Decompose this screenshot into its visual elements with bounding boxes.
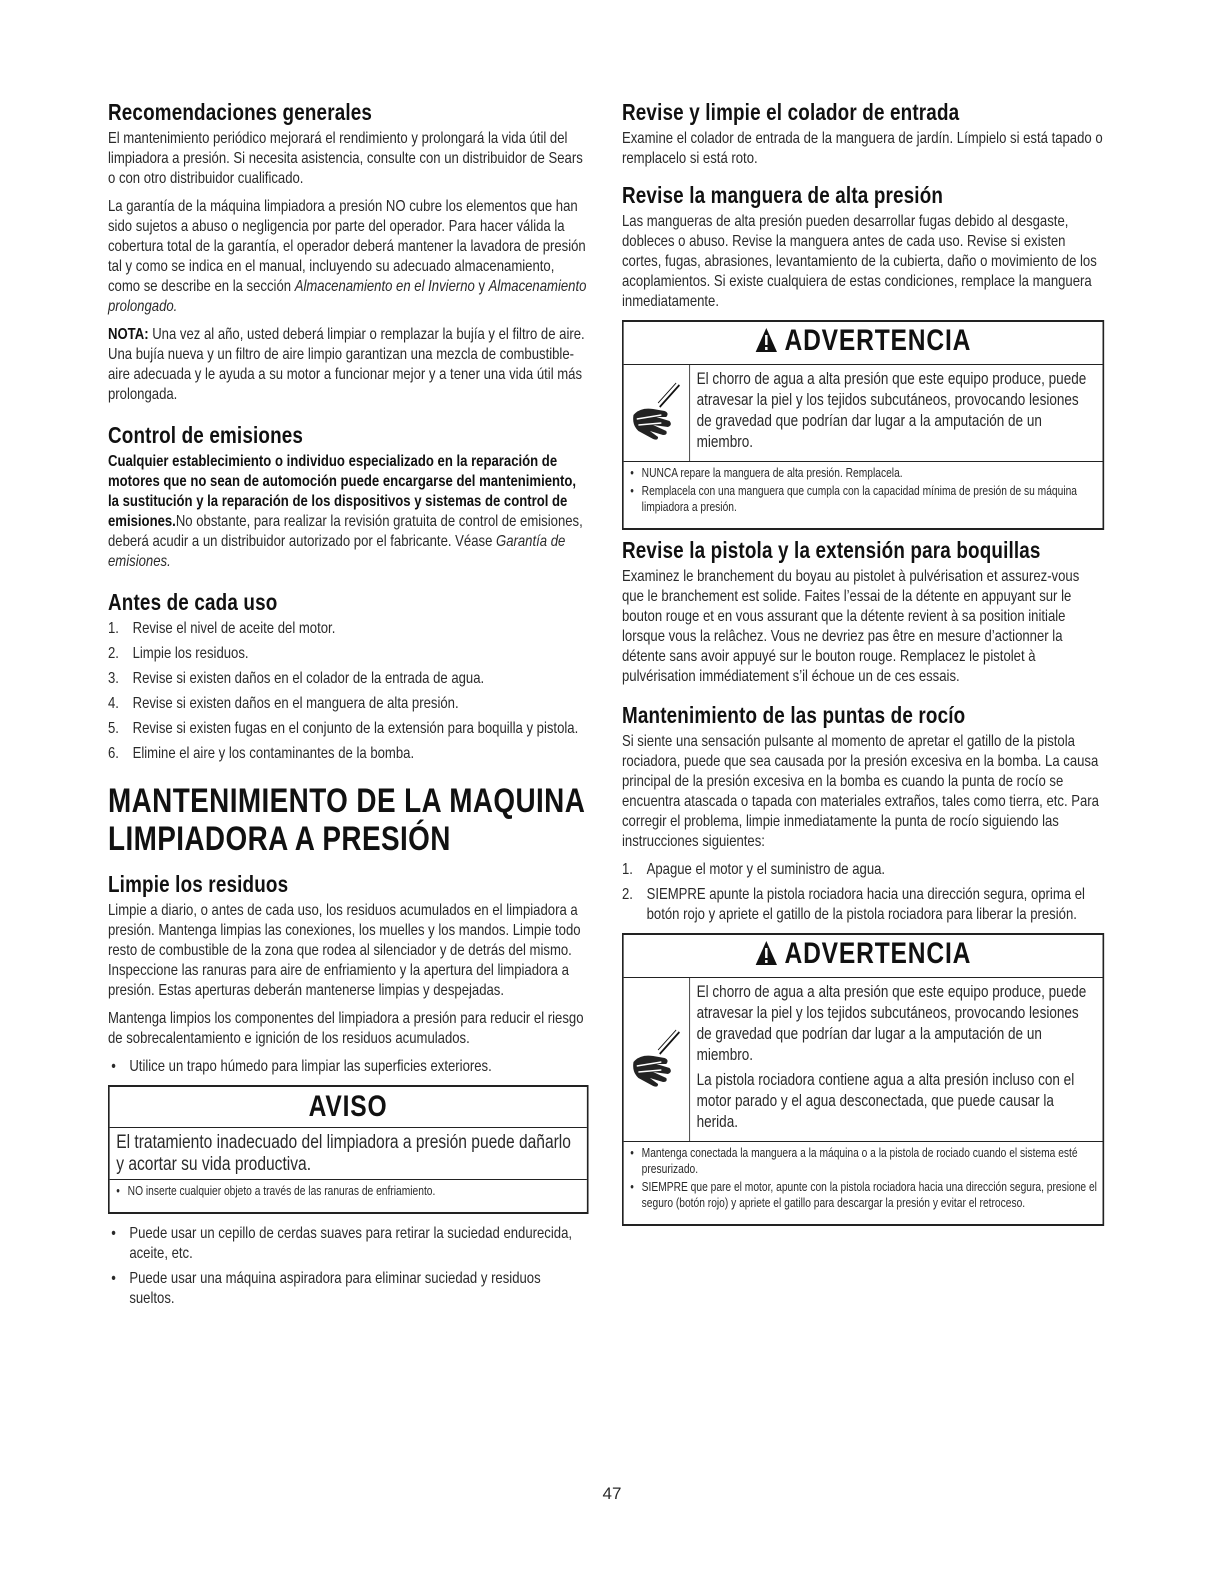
heading-manguera: Revise la manguera de alta presión	[622, 182, 944, 208]
left-column	[108, 98, 588, 1317]
list-item: • Utilice un trapo húmedo para limpiar las superficies exteriores.	[108, 1057, 588, 1077]
warning-text: El chorro de agua a alta presión que este equipo produce, puede atravesar la piel y los tejidos subcutáneos, provocando lesiones de gravedad que podrían dar lugar a la amputación de un miembro.	[696, 983, 1087, 1064]
warning-text: La pistola rociadora contiene agua a alta presión incluso con el motor parado y el agua desconectada, que puede causar la herida.	[696, 1071, 1075, 1131]
heading-control-emisiones: Control de emisiones	[108, 422, 304, 448]
limpie-paragraph-2: Mantenga limpios los componentes del limpiadora a presión para reducir el riesgo de sobrecalentamiento e ignición de los residuos acumulados.	[108, 1010, 584, 1047]
limpie-bullets	[108, 1057, 588, 1077]
warning-note: • Remplacela con una manguera que cumpla con la capacidad mínima de presión de su máquina limpiadora a presión.	[629, 483, 1098, 515]
heading-puntas: Mantenimiento de las puntas de rocío	[622, 702, 966, 728]
manguera-paragraph: Las mangueras de alta presión pueden desarrollar fugas debido al desgaste, dobleces o abuso. Revise la manguera antes de cada uso. Revise si existen cortes, fugas, abrasiones, levantamiento de la cubierta, daño o movimiento de los acoplamientos. Si existe cualquiera de estas condiciones, remplace la manguera inmediatamente.	[622, 213, 1097, 310]
heading-colador: Revise y limpie el colador de entrada	[622, 99, 960, 125]
list-item: 2. SIEMPRE apunte la pistola rociadora hacia una dirección segura, oprima el botón rojo y apriete el gatillo de la pistola rociadora para liberar la presión.	[622, 886, 1085, 923]
warning-box-2	[622, 933, 1104, 1226]
limpie-paragraph-1: Limpie a diario, o antes de cada uso, los residuos acumulados en el limpiadora a presión. Mantenga limpias las conexiones, los muelles y los mandos. Limpie todo resto de combustible de la zona que rodea al silenciador y de detrás del mismo. Inspeccione las ranuras para aire de enfriamiento y la apertura del limpiadora a presión. Estas aperturas deberán mantenerse limpias y despejadas.	[108, 902, 581, 999]
warning-box-1	[622, 320, 1104, 530]
list-item: 2. Limpie los residuos.	[108, 645, 249, 662]
heading-pistola: Revise la pistola y la extensión para boquillas	[622, 537, 1041, 563]
main-section-heading: MANTENIMIENTO DE LA MAQUINA LIMPIADORA A PRESIÓN	[108, 782, 586, 858]
warning-note: • SIEMPRE que pare el motor, apunte con la pistola rociadora hacia una dirección segura, presione el seguro (botón rojo) y apriete el gatillo para descargar la presión y evitar el retroceso.	[629, 1179, 1098, 1211]
warning-note: • Mantenga conectada la manguera a la máquina o a la pistola de rociado cuando el sistema esté presurizado.	[629, 1145, 1098, 1177]
puntas-paragraph: Si siente una sensación pulsante al momento de apretar el gatillo de la pistola rociadora, puede que sea causada por la presión excesiva en la bomba. La causa principal de la presión excesiva en la bomba es cuando la punta de rocío se encuentra atascada o tapada con materiales extraños, tales como tierra, etc. Para corregir el problema, limpie inmediatamente la punta de rocío siguiendo las instrucciones siguientes:	[622, 733, 1099, 850]
after-aviso-bullets	[108, 1224, 588, 1309]
rec-paragraph-1: El mantenimiento periódico mejorará el rendimiento y prolongará la vida útil del limpiadora a presión. Si necesita asistencia, consulte con un distribuidor de Sears o con otro distribuidor cualificado.	[108, 130, 583, 187]
antes-list	[108, 619, 588, 764]
warning-note: • NUNCA repare la manguera de alta presión. Remplacela.	[629, 465, 1098, 481]
list-item: 3. Revise si existen daños en el colador de la entrada de agua.	[108, 670, 485, 687]
aviso-text: El tratamiento inadecuado del limpiadora a presión puede dañarlo y acortar su vida productiva.	[110, 1128, 587, 1180]
control-paragraph: Cualquier establecimiento o individuo especializado en la reparación de motores que no sean de automoción puede encargarse del mantenimiento, la sustitución y la reparación de los dispositivos y sistemas de control de emisiones.No obstante, para realizar la revisión gratuita de control de emisiones, deberá acudir a un distribuidor autorizado por el fabricante. Véase Garantía de emisiones.	[108, 453, 583, 570]
warning-triangle-icon	[755, 327, 778, 360]
warning-notes	[624, 462, 1103, 520]
list-item: 4. Revise si existen daños en el manguera de alta presión.	[108, 695, 459, 712]
warning-triangle-icon	[755, 940, 778, 973]
aviso-notes	[110, 1180, 587, 1204]
colador-paragraph: Examine el colador de entrada de la manguera de jardín. Límpielo si está tapado o remplacelo si está roto.	[622, 130, 1103, 167]
list-item: • Puede usar una máquina aspiradora para eliminar suciedad y residuos sueltos.	[108, 1269, 588, 1309]
warning-title: ADVERTENCIA	[624, 322, 1103, 365]
aviso-box	[108, 1085, 588, 1214]
list-item: 6. Elimine el aire y los contaminantes de la bomba.	[108, 745, 415, 762]
list-item: 1. Apague el motor y el suministro de agua.	[622, 861, 886, 878]
pistola-paragraph: Examinez le branchement du boyau au pistolet à pulvérisation et assurez-vous que le branchement est solide. Faites l’essai de la détente en appuyant sur le bouton rouge et en vous assurant que la détente revient à sa position initiale lorsque vous la relâchez. Vous ne devriez pas être en mesure d’actionner la détente sans avoir appuyé sur le bouton rouge. Remplacez le pistolet à pulvérisation immédiatement s’il échoue un de ces essais.	[622, 568, 1080, 685]
aviso-note: • NO inserte cualquier objeto a través de las ranuras de enfriamiento.	[115, 1183, 582, 1199]
list-item: • Puede usar un cepillo de cerdas suaves para retirar la suciedad endurecida, aceite, etc.	[108, 1224, 588, 1264]
warning-text: El chorro de agua a alta presión que este equipo produce, puede atravesar la piel y los tejidos subcutáneos, provocando lesiones de gravedad que podrían dar lugar a la amputación de un miembro.	[696, 370, 1087, 451]
list-item: 5. Revise si existen fugas en el conjunto de la extensión para boquilla y pistola.	[108, 720, 579, 737]
aviso-title: AVISO	[110, 1087, 587, 1128]
nota-paragraph: NOTA: Una vez al año, usted deberá limpiar o remplazar la bujía y el filtro de aire. Una bujía nueva y un filtro de aire limpio garantizan una mezcla de combustible-aire adecuada y le ayuda a su motor a funcionar mejor y a tener una vida útil más prolongada.	[108, 326, 585, 403]
heading-limpie-residuos: Limpie los residuos	[108, 871, 289, 897]
right-column	[622, 98, 1104, 1232]
rec-paragraph-2: La garantía de la máquina limpiadora a presión NO cubre los elementos que han sido sujetos a abuso o negligencia por parte del operador. Para hacer válida la cobertura total de la garantía, el operador deberá mantener la lavadora de presión tal y como se indica en el manual, incluyendo su adecuado almacenamiento, como se describe en la sección Almacenamiento en el Invierno y Almacenamiento prolongado.	[108, 198, 587, 315]
hand-injection-icon	[624, 365, 690, 461]
heading-antes-de-cada-uso: Antes de cada uso	[108, 589, 278, 615]
warning-title: ADVERTENCIA	[624, 935, 1103, 978]
list-item: 1. Revise el nivel de aceite del motor.	[108, 620, 336, 637]
puntas-list	[622, 860, 1104, 925]
page-number: 47	[602, 1484, 622, 1503]
nota-label: NOTA:	[108, 326, 149, 343]
warning-notes	[624, 1142, 1103, 1216]
heading-recomendaciones: Recomendaciones generales	[108, 99, 373, 125]
hand-injection-icon	[624, 978, 690, 1141]
